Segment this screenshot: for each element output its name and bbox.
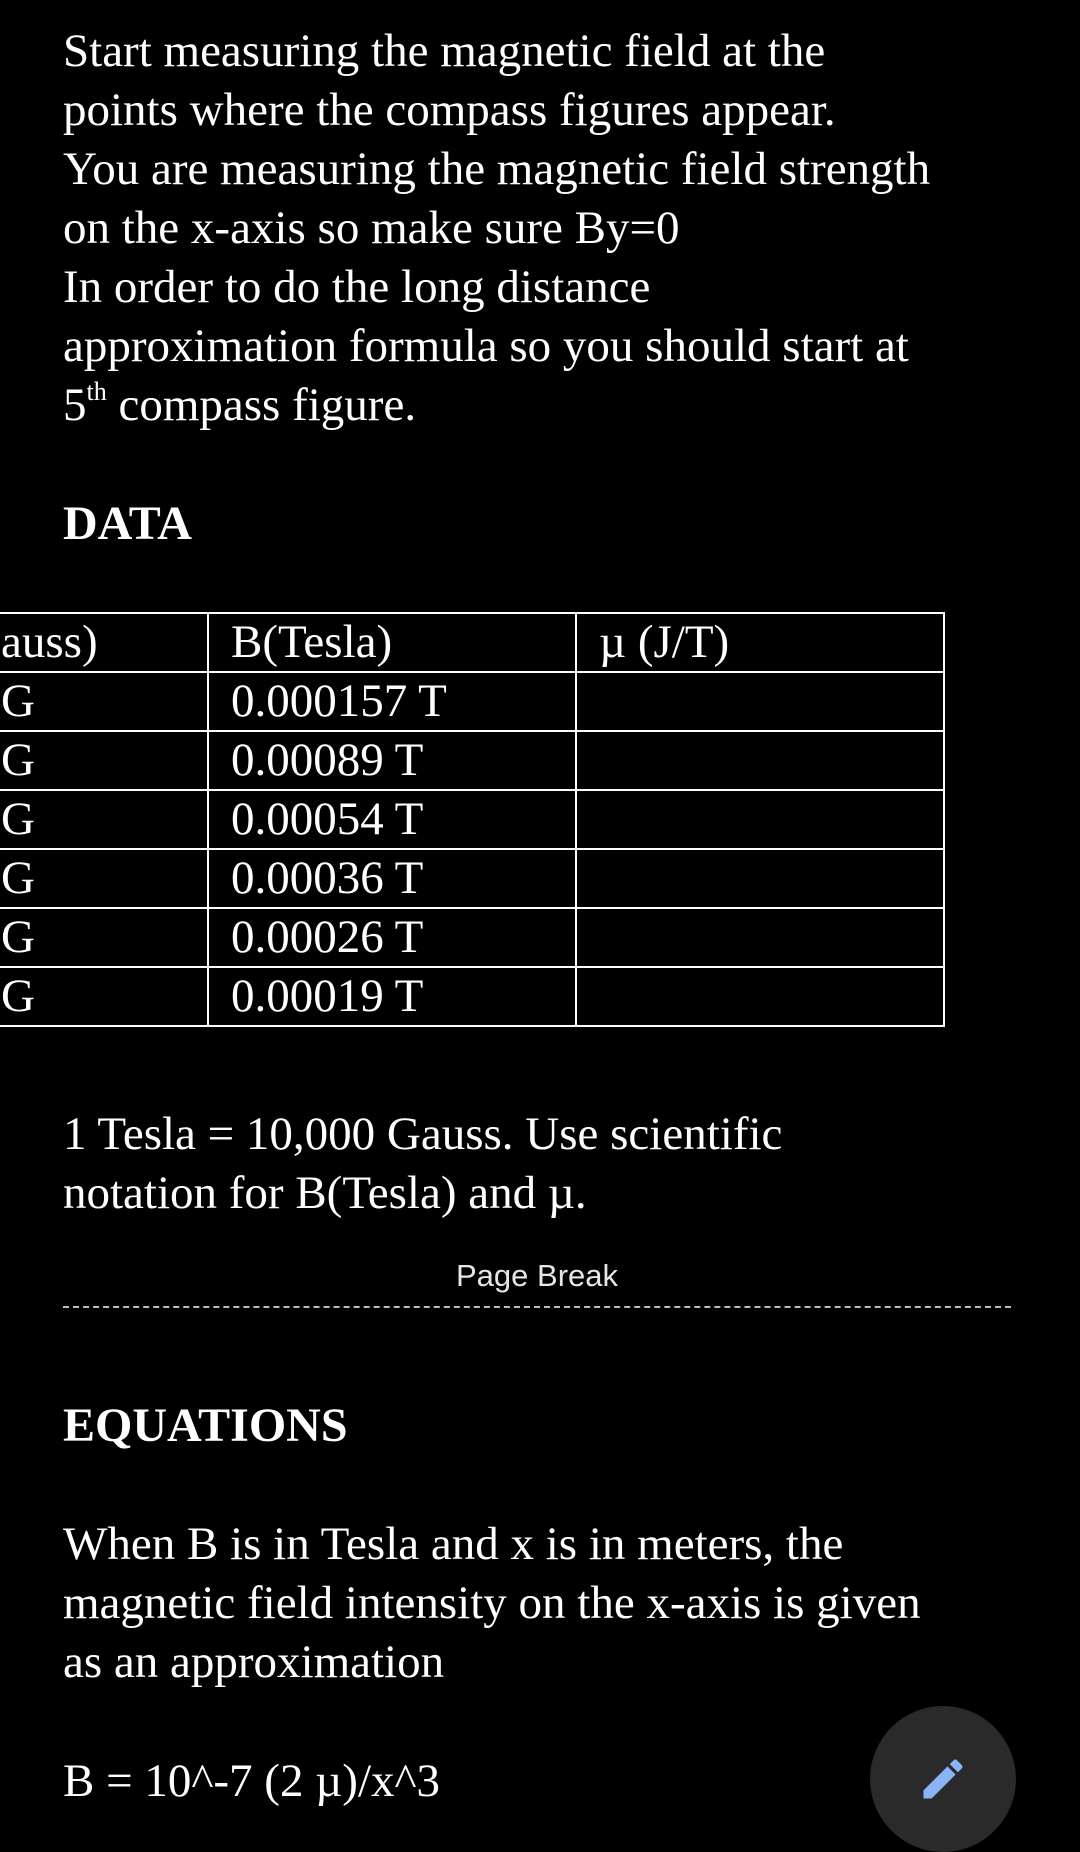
cell-tesla[interactable]: 0.00054 T	[208, 790, 576, 849]
equations-heading: EQUATIONS	[63, 1399, 348, 1452]
header-cell-gauss: auss)	[0, 613, 208, 672]
table-row	[0, 908, 944, 967]
cell-mu[interactable]	[576, 731, 944, 790]
page-break-rule	[63, 1306, 1011, 1308]
cell-gauss[interactable]: G	[0, 967, 208, 1026]
cell-mu[interactable]	[576, 672, 944, 731]
cell-tesla[interactable]: 0.00089 T	[208, 731, 576, 790]
intro-paragraph	[63, 22, 1040, 435]
table-row	[0, 731, 944, 790]
table-row	[0, 849, 944, 908]
intro-line: In order to do the long distance	[63, 261, 651, 313]
ordinal-number: 5	[63, 379, 87, 431]
header-cell-tesla: B(Tesla)	[208, 613, 576, 672]
cell-mu[interactable]	[576, 908, 944, 967]
formula-text: B = 10^-7 (2 µ)/x^3	[63, 1755, 441, 1807]
table-header-row	[0, 613, 944, 672]
intro-line-rest: compass figure.	[106, 379, 417, 431]
cell-mu[interactable]	[576, 967, 944, 1026]
cell-tesla[interactable]: 0.000157 T	[208, 672, 576, 731]
note-line: 1 Tesla = 10,000 Gauss. Use scientific	[63, 1108, 783, 1160]
cell-gauss[interactable]: G	[0, 790, 208, 849]
edit-button[interactable]	[870, 1706, 1016, 1852]
cell-tesla[interactable]: 0.00026 T	[208, 908, 576, 967]
intro-line: Start measuring the magnetic field at the	[63, 25, 826, 77]
table-row	[0, 672, 944, 731]
data-heading: DATA	[63, 497, 192, 550]
equations-paragraph	[63, 1515, 1040, 1692]
intro-line: You are measuring the magnetic field strength	[63, 143, 931, 195]
cell-gauss[interactable]: G	[0, 908, 208, 967]
table-row	[0, 790, 944, 849]
intro-line: approximation formula so you should start at	[63, 320, 909, 372]
ordinal-suffix: th	[86, 377, 107, 406]
table-row	[0, 967, 944, 1026]
intro-line-last	[63, 376, 1040, 435]
equations-line: magnetic field intensity on the x-axis is given	[63, 1577, 921, 1629]
cell-mu[interactable]	[576, 849, 944, 908]
header-cell-mu: µ (J/T)	[576, 613, 944, 672]
data-table	[0, 612, 945, 1027]
intro-line: points where the compass figures appear.	[63, 84, 836, 136]
page-break	[63, 1258, 1011, 1308]
note-line: notation for B(Tesla) and µ.	[63, 1167, 587, 1219]
page-break-label: Page Break	[456, 1258, 618, 1293]
cell-gauss[interactable]: G	[0, 849, 208, 908]
pencil-icon	[917, 1753, 969, 1805]
cell-tesla[interactable]: 0.00036 T	[208, 849, 576, 908]
conversion-note	[63, 1105, 1040, 1223]
cell-gauss[interactable]: G	[0, 731, 208, 790]
equations-line: When B is in Tesla and x is in meters, the	[63, 1518, 844, 1570]
intro-line: on the x-axis so make sure By=0	[63, 202, 680, 254]
cell-tesla[interactable]: 0.00019 T	[208, 967, 576, 1026]
cell-mu[interactable]	[576, 790, 944, 849]
cell-gauss[interactable]: G	[0, 672, 208, 731]
equations-line: as an approximation	[63, 1636, 445, 1688]
